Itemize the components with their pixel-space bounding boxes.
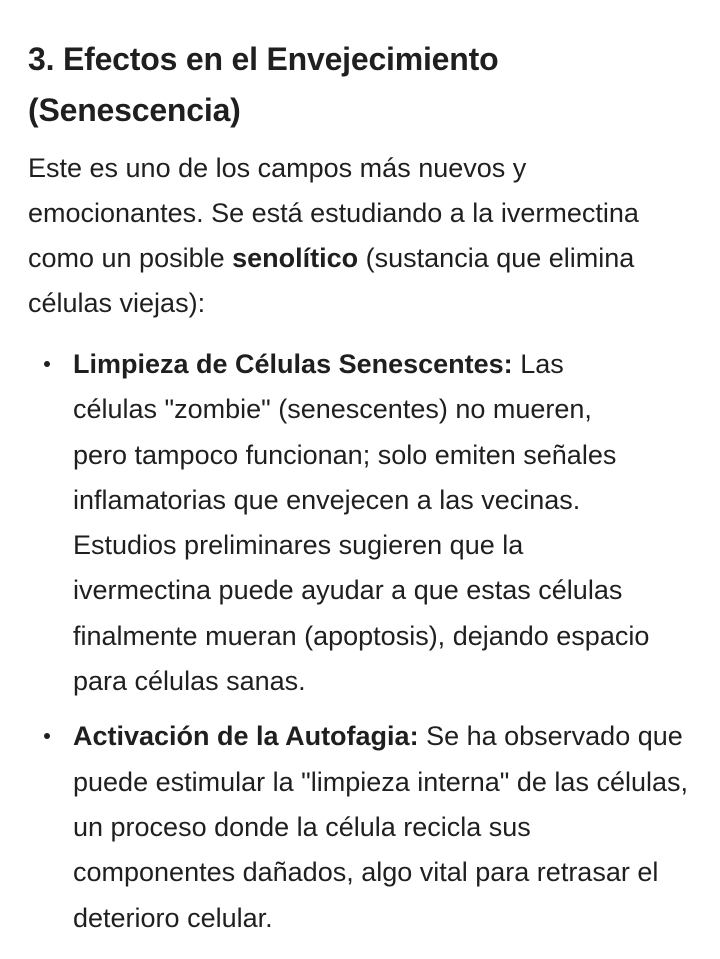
intro-bold-term: senolítico <box>232 243 359 273</box>
bullet-term: Limpieza de Células Senescentes: <box>73 349 513 379</box>
section-heading: 3. Efectos en el Envejecimiento (Senescencia) <box>28 41 499 128</box>
article-section <box>28 34 698 951</box>
intro-text: Este es uno de los campos más nuevos y emocionantes. Se está estudiando a la ivermectina como un posible <box>28 153 639 273</box>
bullet-text: Las células "zombie" (senescentes) no mueren, pero tampoco funcionan; solo emiten señales inflamatorias que envejecen a las vecinas. Estudios preliminares sugieren que la ivermectina puede ayudar a que estas células finalmente mueran (apoptosis), dejando espacio para células sanas. <box>73 349 650 697</box>
intro-text-end: (sustancia que elimina células viejas): <box>28 243 635 318</box>
bullet-text: Se ha observado que puede estimular la "limpieza interna" de las células, un proceso donde la célula recicla sus componentes dañados, algo vital para retrasar el deterioro celular. <box>73 721 688 933</box>
intro-paragraph <box>28 146 648 326</box>
bullet-list <box>28 342 698 941</box>
bullet-icon <box>44 361 50 367</box>
bullet-icon <box>44 733 50 739</box>
bullet-term: Activación de la Autofagia: <box>73 721 419 752</box>
list-item <box>28 714 698 940</box>
list-item <box>28 342 653 704</box>
